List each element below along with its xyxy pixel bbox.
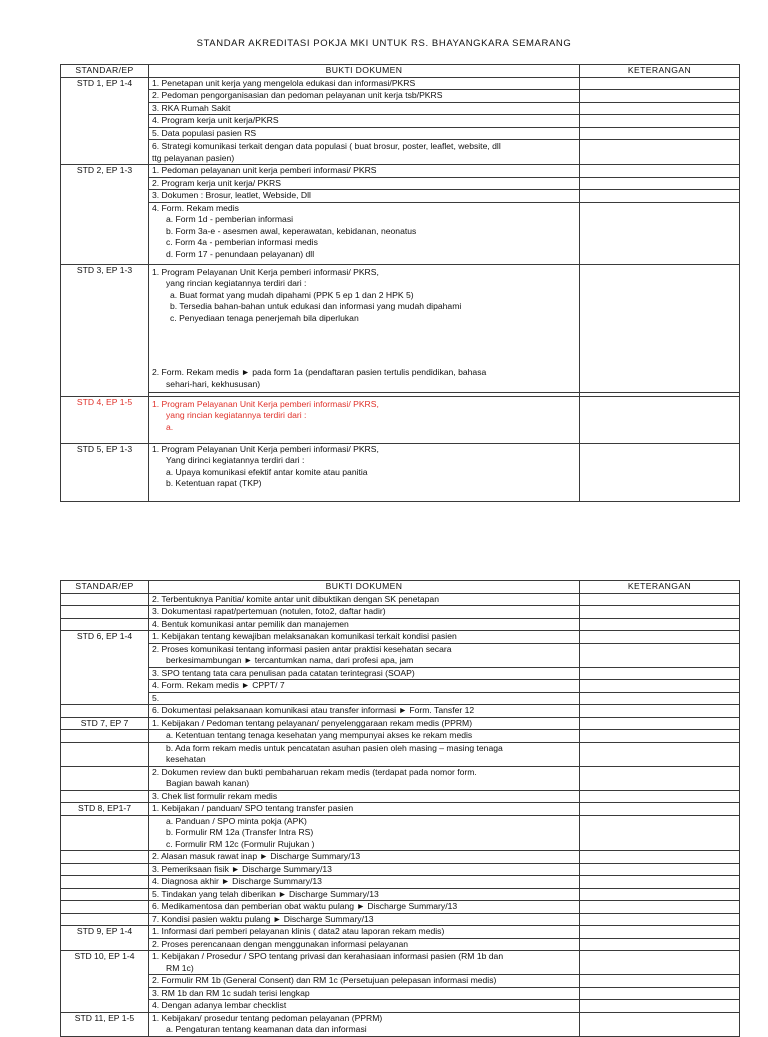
std-label: STD 1, EP 1-4 bbox=[61, 77, 149, 165]
evidence-item: 2. Formulir RM 1b (General Consent) dan RM 1c (Persetujuan pelepasan informasi medis) bbox=[149, 975, 580, 988]
evidence-line: 2. Dokumen review dan bukti pembaharuan rekam medis (terdapat pada nomor form. bbox=[152, 766, 477, 777]
keterangan-cell bbox=[580, 680, 740, 693]
table-header-row bbox=[61, 581, 740, 594]
evidence-subitem: b. Ketentuan rapat (TKP) bbox=[166, 478, 262, 488]
table-row bbox=[61, 863, 740, 876]
evidence-line: 1. Kebijakan/ prosedur tentang pedoman pelayanan (PPRM) bbox=[152, 1012, 383, 1023]
evidence-item: 1. Kebijakan / panduan/ SPO tentang transfer pasien bbox=[149, 803, 580, 816]
table-row bbox=[61, 1000, 740, 1013]
keterangan-cell bbox=[580, 815, 740, 851]
evidence-line: yang rincian kegiatannya terdiri dari : bbox=[166, 410, 307, 420]
evidence-item bbox=[149, 742, 580, 766]
table-row bbox=[61, 730, 740, 743]
std-label bbox=[61, 618, 149, 631]
std-label: STD 4, EP 1-5 bbox=[61, 396, 149, 443]
evidence-line: Yang dirinci kegiatannya terdiri dari : bbox=[166, 455, 305, 465]
header-bukti-dokumen: BUKTI DOKUMEN bbox=[149, 65, 580, 78]
evidence-item: 6. Dokumentasi pelaksanaan komunikasi atau transfer informasi ► Form. Tansfer 12 bbox=[149, 705, 580, 718]
std-label bbox=[61, 913, 149, 926]
evidence-subitem: a. bbox=[166, 421, 174, 432]
std-label: STD 5, EP 1-3 bbox=[61, 443, 149, 501]
evidence-line: 1. Kebijakan / Prosedur / SPO tentang privasi dan kerahasiaan informasi pasien (RM 1b dan bbox=[152, 951, 504, 961]
table-row bbox=[61, 667, 740, 680]
std-label: STD 6, EP 1-4 bbox=[61, 631, 149, 705]
table-row bbox=[61, 606, 740, 619]
table-row bbox=[61, 803, 740, 816]
std-label: STD 11, EP 1-5 bbox=[61, 1012, 149, 1036]
evidence-line: 2. Proses komunikasi tentang informasi pasien antar praktisi kesehatan secara bbox=[152, 643, 452, 654]
evidence-item: 4. Form. Rekam medis ► CPPT/ 7 bbox=[149, 680, 580, 693]
evidence-item bbox=[149, 951, 580, 975]
table-row bbox=[61, 396, 740, 443]
keterangan-cell bbox=[580, 202, 740, 264]
evidence-line: 1. Program Pelayanan Unit Kerja pemberi informasi/ PKRS, bbox=[152, 398, 379, 409]
evidence-item: 2. Program kerja unit kerja/ PKRS bbox=[149, 177, 580, 190]
keterangan-cell bbox=[580, 667, 740, 680]
evidence-item: 3. RM 1b dan RM 1c sudah terisi lengkap bbox=[149, 987, 580, 1000]
evidence-item bbox=[149, 264, 580, 392]
evidence-item: 4. Dengan adanya lembar checklist bbox=[149, 1000, 580, 1013]
std-label bbox=[61, 851, 149, 864]
table-header-row bbox=[61, 65, 740, 78]
std-label: STD 10, EP 1-4 bbox=[61, 951, 149, 1013]
std-label bbox=[61, 876, 149, 889]
keterangan-cell bbox=[580, 913, 740, 926]
evidence-line: yang rincian kegiatannya terdiri dari : bbox=[166, 278, 307, 288]
keterangan-cell bbox=[580, 705, 740, 718]
evidence-item bbox=[149, 730, 580, 743]
table-row bbox=[61, 705, 740, 718]
keterangan-cell bbox=[580, 102, 740, 115]
table-row bbox=[61, 901, 740, 914]
keterangan-cell bbox=[580, 443, 740, 501]
evidence-item: 5. Tindakan yang telah diberikan ► Discharge Summary/13 bbox=[149, 888, 580, 901]
header-standar: STANDAR/EP bbox=[61, 65, 149, 78]
evidence-line: 4. Form. Rekam medis bbox=[152, 202, 239, 213]
evidence-subitem: a. Upaya komunikasi efektif antar komite atau panitia bbox=[166, 466, 368, 477]
std-label bbox=[61, 766, 149, 790]
keterangan-cell bbox=[580, 127, 740, 140]
evidence-subitem: c. Form 4a - pemberian informasi medis bbox=[166, 237, 318, 247]
evidence-item: 4. Bentuk komunikasi antar pemilik dan manajemen bbox=[149, 618, 580, 631]
keterangan-cell bbox=[580, 115, 740, 128]
evidence-item bbox=[149, 1012, 580, 1036]
table-row bbox=[61, 938, 740, 951]
evidence-item bbox=[149, 643, 580, 667]
evidence-item: 2. Alasan masuk rawat inap ► Discharge Summary/13 bbox=[149, 851, 580, 864]
evidence-subitem: d. Form 17 - penundaan pelayanan) dll bbox=[166, 248, 315, 259]
evidence-item: 2. Terbentuknya Panitia/ komite antar unit dibuktikan dengan SK penetapan bbox=[149, 593, 580, 606]
table-row bbox=[61, 618, 740, 631]
keterangan-cell bbox=[580, 618, 740, 631]
evidence-subitem: a. Ketentuan tentang tenaga kesehatan yang mempunyai akses ke rekam medis bbox=[166, 730, 473, 740]
table-row bbox=[61, 815, 740, 851]
evidence-line: ttg pelayanan pasien) bbox=[152, 152, 235, 163]
table-row bbox=[61, 692, 740, 705]
evidence-line: 2. Form. Rekam medis ► pada form 1a (pendaftaran pasien tertulis pendidikan, bahasa bbox=[152, 367, 487, 377]
header-bukti-dokumen: BUKTI DOKUMEN bbox=[149, 581, 580, 594]
std-label: STD 3, EP 1-3 bbox=[61, 264, 149, 396]
table-row bbox=[61, 115, 740, 128]
evidence-subitem: a. Pengaturan tentang keamanan data dan informasi bbox=[166, 1024, 367, 1034]
keterangan-cell bbox=[580, 396, 740, 443]
standards-table-2 bbox=[60, 580, 740, 1037]
std-label: STD 2, EP 1-3 bbox=[61, 165, 149, 265]
evidence-subitem: b. Tersedia bahan-bahan untuk edukasi dan informasi yang mudah dipahami bbox=[170, 301, 462, 311]
std-label bbox=[61, 593, 149, 606]
table-row bbox=[61, 790, 740, 803]
table-row bbox=[61, 127, 740, 140]
table-row bbox=[61, 680, 740, 693]
evidence-item: 7. Kondisi pasien waktu pulang ► Discharge Summary/13 bbox=[149, 913, 580, 926]
evidence-item: 3. RKA Rumah Sakit bbox=[149, 102, 580, 115]
evidence-subitem: b. Formulir RM 12a (Transfer Intra RS) bbox=[166, 827, 314, 837]
table-row bbox=[61, 140, 740, 165]
table-row bbox=[61, 90, 740, 103]
evidence-item: 5. bbox=[149, 692, 580, 705]
evidence-subitem: b. Ada form rekam medis untuk pencatatan asuhan pasien oleh masing – masing tenaga bbox=[166, 742, 503, 753]
table-row bbox=[61, 851, 740, 864]
table-row bbox=[61, 888, 740, 901]
evidence-item: 5. Data populasi pasien RS bbox=[149, 127, 580, 140]
keterangan-cell bbox=[580, 876, 740, 889]
keterangan-cell bbox=[580, 90, 740, 103]
std-label bbox=[61, 606, 149, 619]
keterangan-cell bbox=[580, 140, 740, 165]
header-keterangan: KETERANGAN bbox=[580, 65, 740, 78]
keterangan-cell bbox=[580, 951, 740, 975]
evidence-subitem: a. Form 1d - pemberian informasi bbox=[166, 214, 294, 224]
keterangan-cell bbox=[580, 730, 740, 743]
page-title: STANDAR AKREDITASI POKJA MKI UNTUK RS. BHAYANGKARA SEMARANG bbox=[196, 38, 572, 49]
keterangan-cell bbox=[580, 926, 740, 939]
evidence-line: sehari-hari, kekhususan) bbox=[166, 378, 261, 389]
evidence-line: 1. Program Pelayanan Unit Kerja pemberi informasi/ PKRS, bbox=[152, 443, 379, 454]
keterangan-cell bbox=[580, 790, 740, 803]
keterangan-cell bbox=[580, 631, 740, 644]
table-row bbox=[61, 975, 740, 988]
table-row bbox=[61, 631, 740, 644]
evidence-item: 3. Dokumen : Brosur, leatlet, Webside, Dll bbox=[149, 190, 580, 203]
keterangan-cell bbox=[580, 975, 740, 988]
keterangan-cell bbox=[580, 742, 740, 766]
evidence-item bbox=[149, 443, 580, 501]
std-label bbox=[61, 815, 149, 851]
keterangan-cell bbox=[580, 1000, 740, 1013]
evidence-subitem: c. Formulir RM 12c (Formulir Rujukan ) bbox=[166, 838, 315, 849]
evidence-item bbox=[149, 140, 580, 165]
std-label bbox=[61, 730, 149, 743]
table-row bbox=[61, 443, 740, 501]
evidence-item: 6. Medikamentosa dan pemberian obat waktu pulang ► Discharge Summary/13 bbox=[149, 901, 580, 914]
evidence-item: 3. Chek list formulir rekam medis bbox=[149, 790, 580, 803]
standards-table-1 bbox=[60, 64, 740, 502]
table-row bbox=[61, 926, 740, 939]
table-row bbox=[61, 987, 740, 1000]
std-label: STD 7, EP 7 bbox=[61, 717, 149, 730]
evidence-subitem: a. Panduan / SPO minta pokja (APK) bbox=[166, 815, 307, 826]
evidence-line: 6. Strategi komunikasi terkait dengan data populasi ( buat brosur, poster, leaflet, website, dll bbox=[152, 141, 501, 151]
evidence-item: 2. Proses perencanaan dengan menggunakan informasi pelayanan bbox=[149, 938, 580, 951]
keterangan-cell bbox=[580, 1012, 740, 1036]
evidence-subitem: b. Form 3a-e - asesmen awal, keperawatan, kebidanan, neonatus bbox=[166, 225, 417, 236]
evidence-item bbox=[149, 815, 580, 851]
std-label bbox=[61, 888, 149, 901]
keterangan-cell bbox=[580, 938, 740, 951]
evidence-item: 4. Program kerja unit kerja/PKRS bbox=[149, 115, 580, 128]
keterangan-cell bbox=[580, 803, 740, 816]
keterangan-cell bbox=[580, 190, 740, 203]
evidence-line: berkesimambungan ► tercantumkan nama, dari profesi apa, jam bbox=[166, 655, 414, 665]
std-label bbox=[61, 863, 149, 876]
evidence-item: 4. Diagnosa akhir ► Discharge Summary/13 bbox=[149, 876, 580, 889]
header-standar: STANDAR/EP bbox=[61, 581, 149, 594]
std-label bbox=[61, 901, 149, 914]
evidence-item: 3. SPO tentang tata cara penulisan pada catatan terintegrasi (SOAP) bbox=[149, 667, 580, 680]
keterangan-cell bbox=[580, 863, 740, 876]
evidence-item: 1. Pedoman pelayanan unit kerja pemberi informasi/ PKRS bbox=[149, 165, 580, 178]
evidence-subitem: a. Buat format yang mudah dipahami (PPK 5 ep 1 dan 2 HPK 5) bbox=[170, 289, 414, 300]
table-row bbox=[61, 742, 740, 766]
table-row bbox=[61, 1012, 740, 1036]
table-row bbox=[61, 202, 740, 264]
keterangan-cell bbox=[580, 593, 740, 606]
table-row bbox=[61, 177, 740, 190]
keterangan-cell bbox=[580, 888, 740, 901]
keterangan-cell bbox=[580, 717, 740, 730]
evidence-item: 1. Kebijakan / Pedoman tentang pelayanan/ penyelenggaraan rekam medis (PPRM) bbox=[149, 717, 580, 730]
keterangan-cell bbox=[580, 177, 740, 190]
evidence-item: 2. Pedoman pengorganisasian dan pedoman pelayanan unit kerja tsb/PKRS bbox=[149, 90, 580, 103]
evidence-item bbox=[149, 766, 580, 790]
evidence-line: 1. Program Pelayanan Unit Kerja pemberi informasi/ PKRS, bbox=[152, 266, 379, 277]
header-keterangan: KETERANGAN bbox=[580, 581, 740, 594]
keterangan-cell bbox=[580, 851, 740, 864]
keterangan-cell bbox=[580, 643, 740, 667]
table-row bbox=[61, 643, 740, 667]
table-row bbox=[61, 913, 740, 926]
evidence-line: kesehatan bbox=[166, 754, 206, 764]
keterangan-cell bbox=[580, 901, 740, 914]
evidence-item: 3. Pemeriksaan fisik ► Discharge Summary/13 bbox=[149, 863, 580, 876]
keterangan-cell bbox=[580, 606, 740, 619]
table-row bbox=[61, 102, 740, 115]
table-row bbox=[61, 951, 740, 975]
std-label bbox=[61, 705, 149, 718]
table-row bbox=[61, 717, 740, 730]
keterangan-cell bbox=[580, 987, 740, 1000]
evidence-subitem: c. Penyediaan tenaga penerjemah bila diperlukan bbox=[170, 312, 359, 323]
evidence-item bbox=[149, 202, 580, 264]
keterangan-cell bbox=[580, 692, 740, 705]
evidence-item: 3. Dokumentasi rapat/pertemuan (notulen, foto2, daftar hadir) bbox=[149, 606, 580, 619]
table-row bbox=[61, 264, 740, 392]
keterangan-cell bbox=[580, 264, 740, 392]
keterangan-cell bbox=[580, 77, 740, 90]
evidence-line: Bagian bawah kanan) bbox=[166, 778, 250, 788]
table-row bbox=[61, 766, 740, 790]
evidence-line: RM 1c) bbox=[166, 962, 194, 973]
std-label: STD 8, EP1-7 bbox=[61, 803, 149, 816]
keterangan-cell bbox=[580, 165, 740, 178]
table-row bbox=[61, 876, 740, 889]
table-row bbox=[61, 77, 740, 90]
evidence-item bbox=[149, 396, 580, 443]
evidence-item: 1. Penetapan unit kerja yang mengelola edukasi dan informasi/PKRS bbox=[149, 77, 580, 90]
table-row bbox=[61, 593, 740, 606]
evidence-item: 1. Informasi dari pemberi pelayanan klinis ( data2 atau laporan rekam medis) bbox=[149, 926, 580, 939]
std-label bbox=[61, 742, 149, 766]
keterangan-cell bbox=[580, 766, 740, 790]
evidence-item: 1. Kebijakan tentang kewajiban melaksanakan komunikasi terkait kondisi pasien bbox=[149, 631, 580, 644]
std-label: STD 9, EP 1-4 bbox=[61, 926, 149, 951]
std-label bbox=[61, 790, 149, 803]
table-row bbox=[61, 190, 740, 203]
table-row bbox=[61, 165, 740, 178]
